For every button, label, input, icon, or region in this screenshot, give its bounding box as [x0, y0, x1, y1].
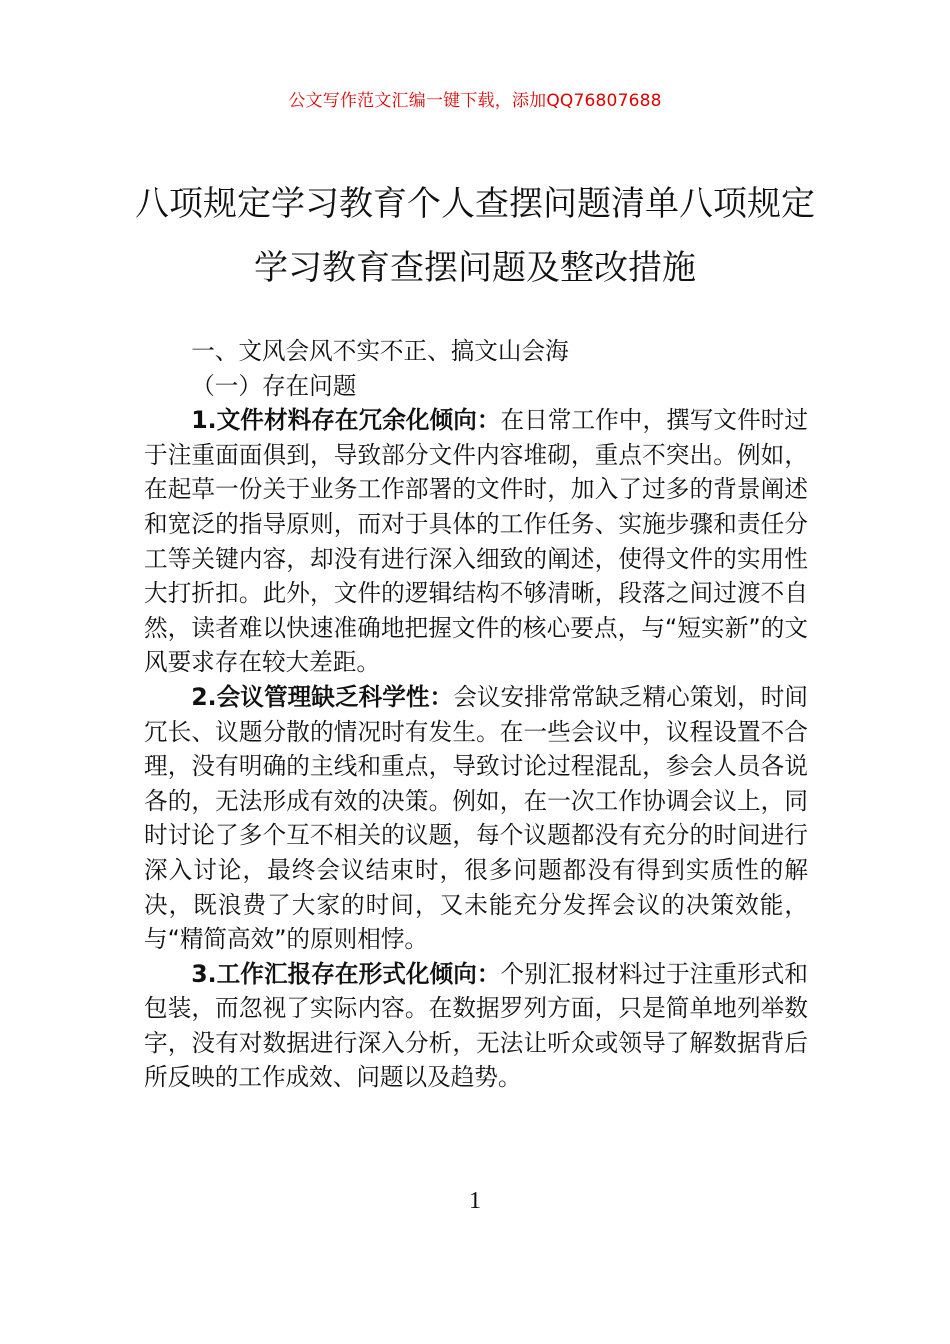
paragraph-lead: 1.文件材料存在冗余化倾向：: [191, 406, 501, 435]
page-number: 1: [469, 1188, 481, 1214]
section-heading: 一、文风会风不实不正、搞文山会海: [191, 337, 569, 365]
paragraph-text: 会议安排常常缺乏精心策划，时间冗长、议题分散的情况时有发生。在一些会议中，议程设置不合理，没有明确的主线和重点，导致讨论过程混乱，参会人员各说各的，无法形成有效的决策。例如，在一次工作协调会议上，同时讨论了多个互不相关的议题，每个议题都没有充分的时间进行深入讨论，最终会议结束时，很多问题都没有得到实质性的解决，既浪费了大家的时间，又未能充分发挥会议的决策效能，与“精简高效”的原则相悖。: [144, 682, 808, 954]
paragraph-item-1: [144, 403, 808, 680]
paragraph-item-2: [144, 680, 808, 957]
paragraph-lead: 2.会议管理缺乏科学性：: [191, 682, 454, 711]
paragraph-text: 个别汇报材料过于注重形式和包装，而忽视了实际内容。在数据罗列方面，只是简单地列举数字，没有对数据进行深入分析，无法让听众或领导了解数据背后所反映的工作成效、问题以及趋势。: [144, 959, 808, 1092]
document-title: 八项规定学习教育个人查摆问题清单八项规定学习教育查摆问题及整改措施: [135, 184, 815, 288]
header-note: 公文写作范文汇编一键下载，添加QQ76807688: [288, 91, 662, 111]
paragraph-lead: 3.工作汇报存在形式化倾向：: [191, 959, 501, 988]
paragraph-item-3: [144, 957, 808, 1095]
paragraph-text: 在日常工作中，撰写文件时过于注重面面俱到，导致部分文件内容堆砌，重点不突出。例如，在起草一份关于业务工作部署的文件时，加入了过多的背景阐述和宽泛的指导原则，而对于具体的工作任务、实施步骤和责任分工等关键内容，却没有进行深入细致的阐述，使得文件的实用性大打折扣。此外，文件的逻辑结构不够清晰，段落之间过渡不自然，读者难以快速准确地把握文件的核心要点，与“短实新”的文风要求存在较大差距。: [144, 406, 808, 677]
subsection-heading: （一）存在问题: [191, 371, 357, 400]
document-body: [144, 334, 808, 1095]
